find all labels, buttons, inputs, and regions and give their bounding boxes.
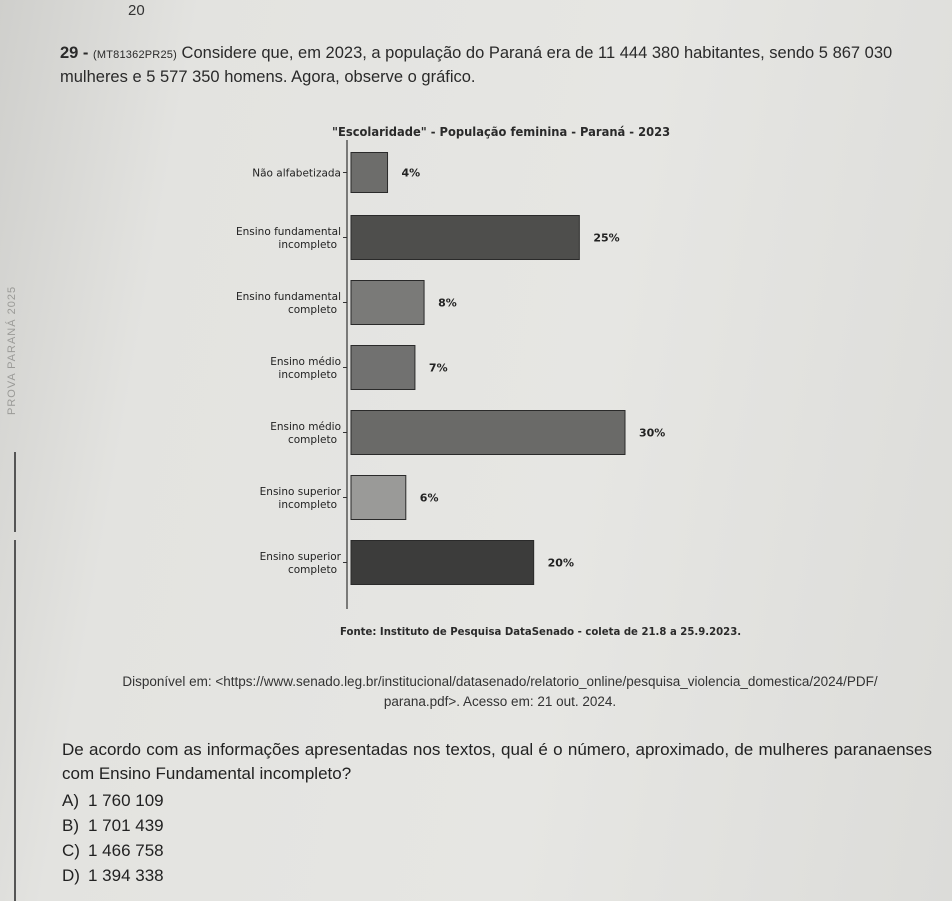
chart-source: Fonte: Instituto de Pesquisa DataSenado - coleta de 21.8 a 25.9.2023. (340, 625, 742, 638)
bar-value-label: 6% (419, 491, 439, 505)
bar-value-label: 4% (401, 166, 421, 180)
option-text: 1 701 439 (88, 816, 164, 835)
option-letter: A) (62, 791, 79, 810)
option-text: 1 760 109 (88, 791, 164, 810)
category-label-line: incompleto (278, 239, 337, 251)
category-label-line: Ensino fundamental (235, 291, 341, 303)
question-number: 29 - (60, 44, 89, 62)
source-reference-line-2: parana.pdf>. Acesso em: 21 out. 2024. (383, 694, 617, 709)
question-header (60, 42, 930, 88)
bar (351, 411, 625, 455)
option-b[interactable] (62, 813, 164, 838)
page-number: 20 (128, 2, 145, 19)
option-d[interactable] (62, 863, 164, 888)
bar-value-label: 25% (593, 231, 620, 245)
side-rule-lower (14, 540, 16, 901)
category-label-line: Ensino médio (270, 356, 341, 368)
category-label-line: Não alfabetizada (252, 167, 341, 180)
option-a[interactable] (62, 788, 164, 813)
category-label-line: completo (287, 304, 337, 316)
option-letter: B) (62, 816, 79, 835)
bar-value-label: 7% (428, 361, 448, 375)
category-label-line: Ensino superior (259, 486, 341, 498)
answer-options (62, 788, 164, 888)
category-label-line: incompleto (278, 369, 337, 381)
side-rule-upper (14, 452, 16, 532)
option-text: 1 466 758 (88, 841, 164, 860)
category-label (270, 356, 341, 381)
bar (351, 541, 534, 585)
category-label (236, 291, 341, 316)
option-letter: C) (62, 841, 80, 860)
bar (351, 216, 579, 260)
category-label (236, 226, 341, 251)
category-label (260, 486, 342, 511)
category-label-line: Ensino fundamental (235, 226, 341, 238)
bar (351, 281, 424, 325)
bar-value-label: 8% (438, 296, 457, 310)
category-label-line: Ensino superior (259, 551, 341, 563)
category-label (270, 421, 341, 446)
category-label (260, 551, 342, 576)
option-text: 1 394 338 (88, 866, 164, 885)
bar (351, 346, 415, 390)
bar (351, 476, 406, 520)
bar (351, 153, 388, 193)
category-label-line: completo (287, 564, 337, 576)
bar-chart (180, 140, 720, 620)
option-c[interactable] (62, 838, 164, 863)
option-letter: D) (62, 866, 80, 885)
category-label-line: incompleto (278, 499, 337, 511)
question-intro: Considere que, em 2023, a população do Paraná era de 11 444 380 habitantes, sendo 5 867 030 mulheres e 5 577 350 homens. Agora, observe o gráfico. (60, 44, 893, 86)
category-label-line: Ensino médio (270, 421, 341, 433)
question-code: (MT81362PR25) (93, 49, 177, 61)
bar-value-label: 20% (547, 556, 575, 570)
source-reference-line-1: Disponível em: <https://www.senado.leg.br/institucional/datasenado/relatorio_online/pesquisa_violencia_domestica/2024/PDF/ (122, 674, 878, 689)
chart-title: "Escolaridade" - População feminina - Paraná - 2023 (332, 124, 671, 139)
source-reference (60, 672, 940, 712)
question-prompt: De acordo com as informações apresentadas nos textos, qual é o número, aproximado, de mulheres paranaenses com Ensino Fundamental incompleto? (62, 740, 932, 783)
side-watermark: PROVA PARANÁ 2025 (6, 285, 18, 415)
category-label-line: completo (287, 434, 337, 446)
bar-value-label: 30% (639, 426, 666, 440)
category-label (252, 168, 341, 180)
